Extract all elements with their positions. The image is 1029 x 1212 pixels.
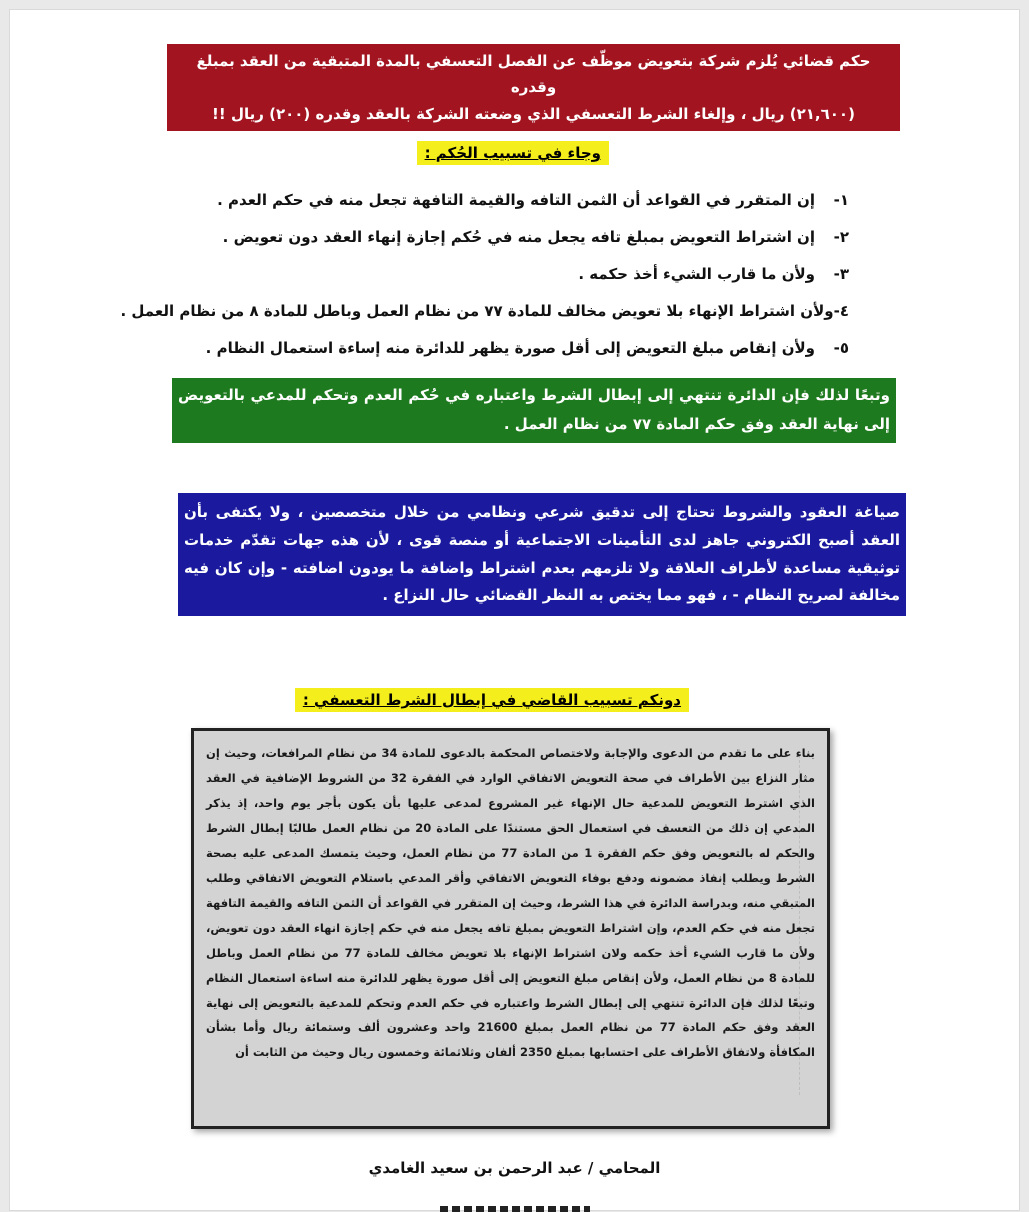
reason-text: ولأن اشتراط الإنهاء بلا تعويض مخالف للمادة ٧٧ من نظام العمل وباطل للمادة ٨ من نظام العمل . [120,302,834,320]
reason-item [120,293,849,330]
cut-off-line [440,1198,590,1212]
reason-item [149,256,849,293]
scan-heading: دونكم تسبيب القاضي في إبطال الشرط التعسفي : [295,688,689,712]
reason-item [149,219,849,256]
scanned-judgment-image [191,728,830,1129]
reason-text: ولأن إنقاص مبلغ التعويض إلى أقل صورة يظهر للدائرة منه إساءة استعمال النظام . [205,339,815,357]
judgment-title-line-1: حكم قضائي يُلزم شركة بتعويض موظّف عن الفصل التعسفي بالمدة المتبقية من العقد بمبلغ وقدره [196,52,871,97]
conclusion-box: وتبعًا لذلك فإن الدائرة تنتهي إلى إبطال الشرط واعتباره في حُكم العدم وتحكم للمدعي بالتعويض إلى نهاية العقد وفق حكم المادة ٧٧ من نظام العمل . [172,378,896,443]
reason-text: ولأن ما قارب الشيء أخذ حكمه . [578,265,815,283]
reasons-list [120,182,849,367]
advice-box: صياغة العقود والشروط تحتاج إلى تدقيق شرعي ونظامي من خلال متخصصين ، ولا يكتفى بأن العقد أصبح الكتروني جاهز لدى التأمينات الاجتماعية أو منصة قوى ، لأن هذه جهات تقدّم خدمات توثيقية مساعدة لأطراف العلاقة ولا تلزمهم بعدم اشتراط واضافة ما يودون اضافته - وإن كان فيه مخالفة لصريح النظام - ، فهو مما يختص به النظر القضائي حال النزاع . [178,493,906,616]
judgment-title-line-2: (٢١,٦٠٠) ريال ، وإلغاء الشرط التعسفي الذي وضعته الشركة بالعقد وقدره (٢٠٠) ريال !! [212,104,855,123]
reason-number: ٢- [833,228,849,246]
document-content [10,10,1019,1210]
reason-item [149,182,849,219]
lawyer-signature: المحامي / عبد الرحمن بن سعيد الغامدي [368,1159,661,1177]
reason-item [149,330,849,367]
reason-text: إن المتقرر في القواعد أن الثمن التافه والقيمة التافهة تجعل منه في حكم العدم . [217,191,815,209]
scanned-judgment-text: بناء على ما تقدم من الدعوى والإجابة ولاختصاص المحكمة بالدعوى للمادة 34 من نظام المرافعات، وحيث إن مثار النزاع بين الأطراف في صحة التعويض الاتفاقي الوارد في الفقرة 32 من الشروط الإضافية في العقد الذي اشترط التعويض للمدعية حال الإنهاء غير المشروع لمدعى عليها بأن يكون بأجر يوم واحد، إذ يذكر المدعي إن ذلك من التعسف في استعمال الحق مستندًا على المادة 20 من نظام العمل طالبًا إبطال الشرط والحكم له بالتعويض وفق حكم الفقرة 1 من المادة 77 من نظام العمل، وحيث يتمسك المدعى عليه بصحة الشرط ويطلب إنفاذ مضمونه ودفع بوفاء التعويض الاتفاقي وأقر المدعي باستلام التعويض الاتفاقي وطلب المتبقي منه، وبدراسة الدائرة في هذا الشرط، وحيث إن المتقرر في القواعد أن الثمن التافه والقيمة التافهة تجعل منه في حكم العدم، وإن اشتراط التعويض بمبلغ تافه يجعل منه في حكم إجازة انهاء العقد دون تعويض، ولأن ما قارب الشيء أخذ حكمه ولان اشتراط الإنهاء بلا تعويض مخالف للمادة 77 من نظام العمل وباطل للمادة 8 من نظام العمل، ولأن إنقاص مبلغ التعويض إلى أقل صورة يظهر للدائرة منه اساءة استعمال النظام وتبعًا لذلك فإن الدائرة تنتهي إلى إبطال الشرط واعتباره في حكم العدم وتحكم للمدعية بالتعويض إلى نهاية العقد وفق حكم المادة 77 من نظام العمل بمبلغ 21600 واحد وعشرون ألف وستمائة ريال وأما بشأن المكافأة ولاتفاق الأطراف على احتسابها بمبلغ 2350 ألفان وثلاثمائة وخمسون ريال وحيث من الثابت أن [206,746,816,1060]
reason-number: ٥- [833,339,849,357]
reasoning-heading: وجاء في تسبيب الحُكم : [417,141,609,165]
judgment-title-box [167,44,900,131]
document-page [10,10,1019,1210]
reason-number: ٣- [833,265,849,283]
reason-number: ٤- [833,302,849,320]
reason-text: إن اشتراط التعويض بمبلغ تافه يجعل منه في حُكم إجازة إنهاء العقد دون تعويض . [222,228,815,246]
reason-number: ١- [833,191,849,209]
